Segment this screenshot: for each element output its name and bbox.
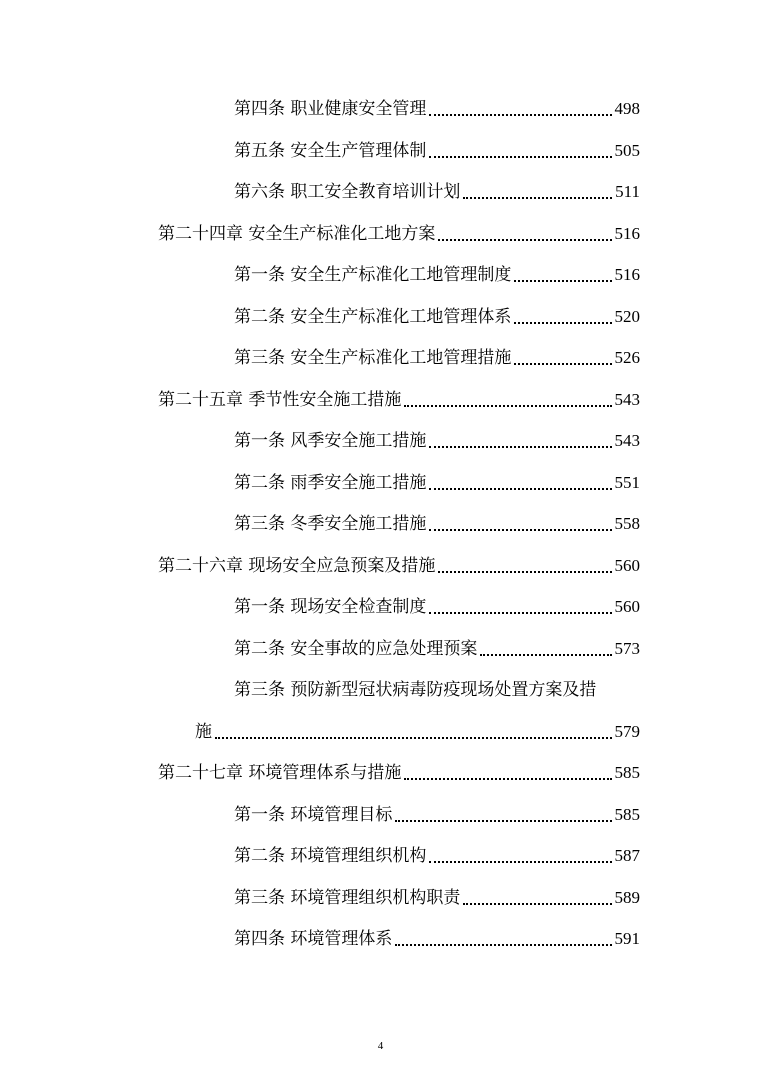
toc-dot-leader xyxy=(514,322,611,324)
toc-entry-page: 579 xyxy=(614,722,640,741)
toc-entry-page: 505 xyxy=(614,141,640,160)
toc-entry[interactable] xyxy=(234,306,640,328)
toc-entry-title: 第一条 安全生产标准化工地管理制度 xyxy=(234,265,512,285)
toc-entry-page: 516 xyxy=(614,265,640,284)
toc-dot-leader xyxy=(429,114,611,116)
toc-dot-leader xyxy=(429,529,611,531)
toc-dot-leader xyxy=(480,654,611,656)
toc-entry[interactable] xyxy=(234,98,640,120)
toc-entry-title-continued: 施 xyxy=(195,722,212,742)
toc-entry-title: 第三条 环境管理组织机构职责 xyxy=(234,888,461,908)
toc-entry[interactable] xyxy=(234,596,640,618)
toc-entry[interactable] xyxy=(234,430,640,452)
toc-entry-page: 511 xyxy=(615,182,640,201)
toc-entry-title: 第二条 环境管理组织机构 xyxy=(234,846,427,866)
toc-entry-page: 560 xyxy=(614,597,640,616)
toc-dot-leader xyxy=(429,156,611,158)
toc-entry-title: 第一条 环境管理目标 xyxy=(234,805,393,825)
toc-entry[interactable] xyxy=(234,513,640,535)
toc-dot-leader xyxy=(463,903,611,905)
toc-entry-wrapped-line2[interactable] xyxy=(195,721,640,743)
toc-entry[interactable] xyxy=(234,140,640,162)
toc-entry-page: 520 xyxy=(614,307,640,326)
toc-entry-page: 573 xyxy=(614,639,640,658)
toc-dot-leader xyxy=(438,239,611,241)
toc-entry-title: 第三条 冬季安全施工措施 xyxy=(234,514,427,534)
toc-chapter-entry[interactable] xyxy=(158,762,640,784)
toc-entry-page: 589 xyxy=(614,888,640,907)
toc-entry-title: 第二条 安全生产标准化工地管理体系 xyxy=(234,307,512,327)
toc-entry-title: 第一条 风季安全施工措施 xyxy=(234,431,427,451)
toc-entry-title: 第五条 安全生产管理体制 xyxy=(234,141,427,161)
page-number: 4 xyxy=(377,1040,384,1052)
toc-entry-title: 第二条 安全事故的应急处理预案 xyxy=(234,639,478,659)
toc-entry-page: 558 xyxy=(614,514,640,533)
toc-dot-leader xyxy=(514,280,611,282)
toc-dot-leader xyxy=(463,197,612,199)
toc-chapter-entry[interactable] xyxy=(158,555,640,577)
toc-dot-leader xyxy=(429,861,611,863)
toc-entry-title: 第四条 环境管理体系 xyxy=(234,929,393,949)
toc-entry[interactable] xyxy=(234,264,640,286)
toc-dot-leader xyxy=(395,944,611,946)
toc-dot-leader xyxy=(429,446,611,448)
toc-dot-leader xyxy=(395,820,611,822)
toc-entry-title: 第二十四章 安全生产标准化工地方案 xyxy=(158,224,436,244)
toc-entry[interactable] xyxy=(234,928,640,950)
toc-entry-page: 526 xyxy=(614,348,640,367)
toc-entry[interactable] xyxy=(234,472,640,494)
toc-chapter-entry[interactable] xyxy=(158,223,640,245)
toc-dot-leader xyxy=(429,488,611,490)
toc-entry-title: 第二十六章 现场安全应急预案及措施 xyxy=(158,556,436,576)
toc-entry-title: 第二条 雨季安全施工措施 xyxy=(234,473,427,493)
toc-entry-page: 498 xyxy=(614,99,640,118)
toc-entry-page: 543 xyxy=(614,431,640,450)
toc-entry[interactable] xyxy=(234,804,640,826)
toc-dot-leader xyxy=(429,612,611,614)
toc-entry-title: 第一条 现场安全检查制度 xyxy=(234,597,427,617)
toc-entry-page: 585 xyxy=(614,805,640,824)
toc-entry-page: 560 xyxy=(614,556,640,575)
toc-entry-title: 第二十七章 环境管理体系与措施 xyxy=(158,763,402,783)
toc-entry-title: 第四条 职业健康安全管理 xyxy=(234,99,427,119)
toc-entry-page: 591 xyxy=(614,929,640,948)
toc-entry[interactable] xyxy=(234,181,640,203)
toc-entry-page: 543 xyxy=(614,390,640,409)
toc-dot-leader xyxy=(404,778,611,780)
toc-entry-title: 第二十五章 季节性安全施工措施 xyxy=(158,390,402,410)
toc-entry[interactable] xyxy=(234,845,640,867)
toc-entry[interactable] xyxy=(234,887,640,909)
toc-dot-leader xyxy=(514,363,611,365)
toc-dot-leader xyxy=(215,737,612,739)
toc-entry-title: 第六条 职工安全教育培训计划 xyxy=(234,182,461,202)
toc-dot-leader xyxy=(438,571,611,573)
toc-entry-wrapped-line1[interactable] xyxy=(234,679,640,701)
toc-entry[interactable] xyxy=(234,638,640,660)
toc-dot-leader xyxy=(404,405,611,407)
toc-chapter-entry[interactable] xyxy=(158,389,640,411)
toc-entry-page: 516 xyxy=(614,224,640,243)
toc-entry-page: 585 xyxy=(614,763,640,782)
toc-entry-page: 587 xyxy=(614,846,640,865)
toc-entry-title: 第三条 预防新型冠状病毒防疫现场处置方案及措 xyxy=(234,680,597,700)
toc-entry-title: 第三条 安全生产标准化工地管理措施 xyxy=(234,348,512,368)
toc-entry[interactable] xyxy=(234,347,640,369)
toc-entry-page: 551 xyxy=(614,473,640,492)
